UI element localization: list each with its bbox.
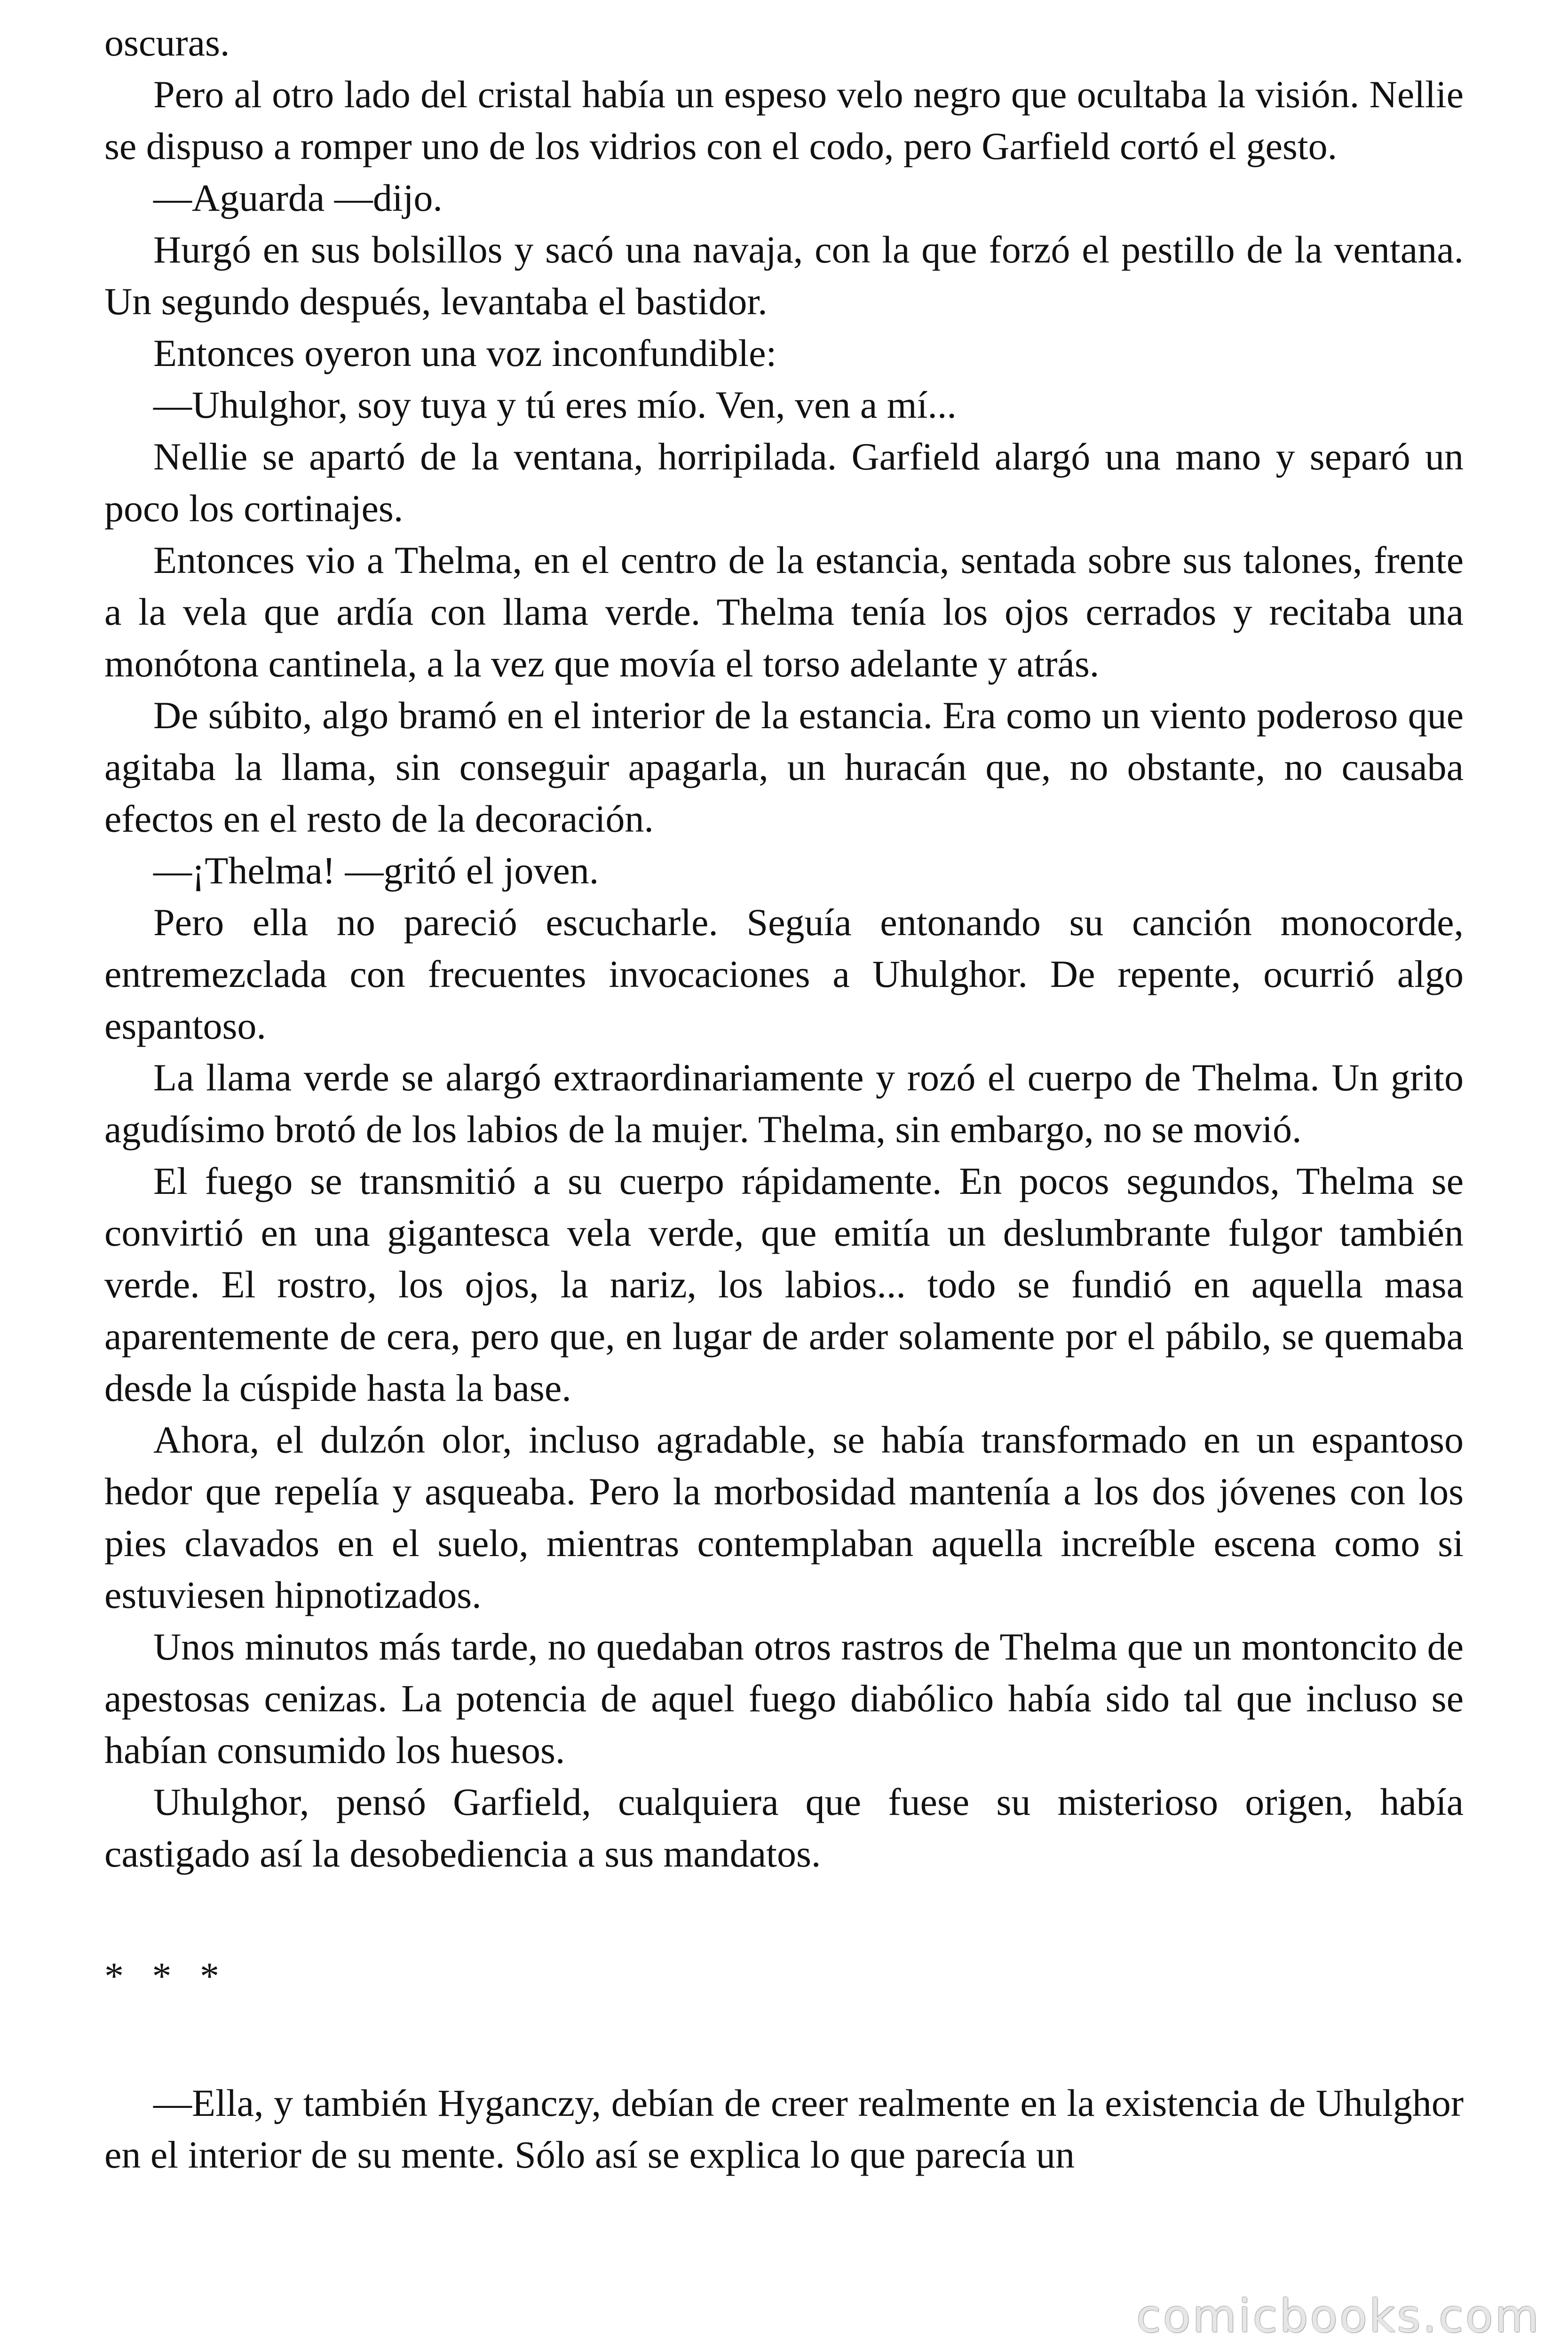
paragraph: De súbito, algo bramó en el interior de la estancia. Era como un viento poderoso que agitaba la llama, sin conseguir apagarla, un huracán que, no obstante, no causaba efectos en el resto de la decoración. [104, 694, 1464, 840]
paragraph: Entonces oyeron una voz inconfundible: [153, 332, 777, 374]
watermark: comicbooks.com [1136, 2290, 1541, 2343]
paragraph-continuation: oscuras. [104, 21, 230, 64]
paragraph: Nellie se apartó de la ventana, horripilada. Garfield alargó una mano y separó un poco los cortinajes. [104, 435, 1464, 530]
paragraph: —Ella, y también Hyganczy, debían de creer realmente en la existencia de Uhulghor en el interior de su mente. Sólo así se explica lo que parecía un [104, 2082, 1464, 2176]
paragraph: La llama verde se alargó extraordinariamente y rozó el cuerpo de Thelma. Un grito agudísimo brotó de los labios de la mujer. Thelma, sin embargo, no se movió. [104, 1056, 1464, 1151]
paragraph: Hurgó en sus bolsillos y sacó una navaja, con la que forzó el pestillo de la ventana. Un segundo después, levantaba el bastidor. [104, 228, 1464, 323]
paragraph: Unos minutos más tarde, no quedaban otros rastros de Thelma que un montoncito de apestosas cenizas. La potencia de aquel fuego diabólico había sido tal que incluso se habían consumido los huesos. [104, 1625, 1464, 1772]
paragraph: Uhulghor, pensó Garfield, cualquiera que fuese su misterioso origen, había castigado así la desobediencia a sus mandatos. [104, 1780, 1464, 1875]
section-separator: * * * [104, 1955, 229, 1997]
paragraph: El fuego se transmitió a su cuerpo rápidamente. En pocos segundos, Thelma se convirtió en una gigantesca vela verde, que emitía un deslumbrante fulgor también verde. El rostro, los ojos, la nariz, los labios... todo se fundió en aquella masa aparentemente de cera, pero que, en lugar de arder solamente por el pábilo, se quemaba desde la cúspide hasta la base. [104, 1160, 1464, 1409]
paragraph: Pero al otro lado del cristal había un espeso velo negro que ocultaba la visión. Nellie se dispuso a romper uno de los vidrios con el codo, pero Garfield cortó el gesto. [104, 73, 1464, 167]
paragraph: Pero ella no pareció escucharle. Seguía entonando su canción monocorde, entremezclada con frecuentes invocaciones a Uhulghor. De repente, ocurrió algo espantoso. [104, 901, 1464, 1047]
paragraph: —Uhulghor, soy tuya y tú eres mío. Ven, ven a mí... [153, 383, 957, 426]
paragraph: —¡Thelma! —gritó el joven. [153, 849, 599, 892]
paragraph: —Aguarda —dijo. [153, 176, 443, 219]
body-text [104, 17, 1464, 2181]
paragraph: Entonces vio a Thelma, en el centro de la estancia, sentada sobre sus talones, frente a la vela que ardía con llama verde. Thelma tenía los ojos cerrados y recitaba una monótona cantinela, a la vez que movía el torso adelante y atrás. [104, 539, 1464, 685]
paragraph: Ahora, el dulzón olor, incluso agradable, se había transformado en un espantoso hedor que repelía y asqueaba. Pero la morbosidad mantenía a los dos jóvenes con los pies clavados en el suelo, mientras contemplaban aquella increíble escena como si estuviesen hipnotizados. [104, 1418, 1464, 1616]
